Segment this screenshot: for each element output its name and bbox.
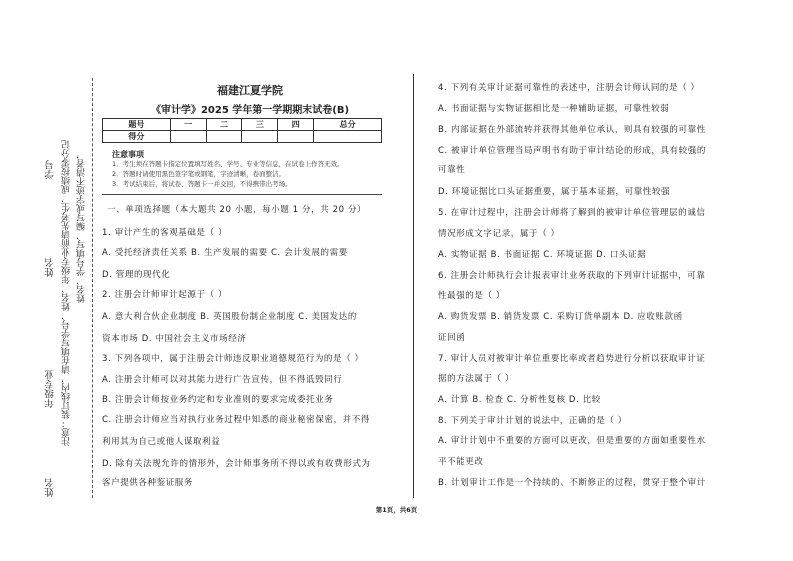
score-table-header: 二 — [206, 119, 242, 131]
note-item: 2．答题时请使用黑色签字笔或钢笔，字迹清晰，卷面整洁。 — [112, 170, 286, 178]
notes-title: 注意事项 — [112, 150, 144, 159]
margin-name-label: 姓名 — [45, 258, 56, 277]
question-line: 据的方法属于（ ） — [438, 374, 515, 384]
question-line: C. 注册会计师应当对执行业务过程中知悉的商业秘密保密，并不得 — [102, 415, 370, 425]
question-line: 客户提供各种鉴证服务 — [102, 478, 194, 488]
note-item: 3．考试结束后，将试卷、答题卡一并交回，不得携带出考场。 — [112, 180, 292, 188]
question-line: 2. 注册会计师审计起源于（ ） — [102, 290, 228, 300]
score-table-header: 总分 — [314, 119, 382, 131]
page-number: 第1页，共6页 — [375, 506, 418, 514]
score-cell — [170, 131, 206, 143]
school-name: 福建江夏学院 — [217, 84, 283, 97]
question-line: 7. 审计人员对被审计单位重要比率或者趋势进行分析以获取审计证 — [438, 354, 706, 364]
question-line: C. 被审计单位管理当局声明书有助于审计结论的形成，具有较强的 — [438, 146, 706, 156]
question-line: 平不能更改 — [438, 457, 484, 467]
score-table-header: 三 — [242, 119, 278, 131]
margin-student-id-label: 学号 — [45, 160, 56, 179]
question-line: A. 计算 B. 检查 C. 分析性复核 D. 比较 — [438, 395, 601, 405]
question-line: 可靠性 — [438, 165, 466, 175]
question-line: A. 意大利合伙企业制度 B. 英国股份制企业制度 C. 美国发达的 — [102, 312, 357, 322]
margin-instruction-1: 注意：装订线内，请在填写学号、姓名、年级专业前请先考生，成绩按零分记 — [62, 140, 72, 446]
question-line: A. 审计计划中不重要的方面可以更改，但是重要的方面如重要性水 — [438, 436, 706, 446]
score-table-header: 一 — [170, 119, 206, 131]
note-item: 1．考生须在答题卡指定位置填写姓名、学号、专业等信息，在试卷上作答无效。 — [112, 160, 344, 168]
score-cell — [242, 131, 278, 143]
score-cell — [278, 131, 314, 143]
question-line: 利用其为自己或他人谋取利益 — [102, 437, 221, 447]
score-cell — [206, 131, 242, 143]
question-line: 性最强的是（ ） — [438, 291, 506, 301]
question-line: A. 购货发票 B. 销货发票 C. 采购订货单副本 D. 应收账款函 — [438, 312, 683, 322]
question-line: A. 实物证据 B. 书面证据 C. 环境证据 D. 口头证据 — [438, 250, 647, 260]
question-line: A. 受托经济责任关系 B. 生产发展的需要 C. 会计发展的需要 — [102, 248, 348, 258]
question-line: D. 环境证据比口头证据重要，属于基本证据，可靠性较强 — [438, 187, 671, 197]
column-divider — [413, 74, 414, 498]
question-line: 证回函 — [438, 333, 466, 343]
question-line: B. 内部证据在外部流转并获得其他单位承认，则具有较强的可靠性 — [438, 125, 706, 135]
question-line: B. 注册会计师按业务约定和专业准则的要求完成委托业务 — [102, 395, 334, 405]
notes-divider — [102, 194, 382, 195]
score-table — [102, 118, 382, 143]
score-table-header: 四 — [278, 119, 314, 131]
score-table-score-row — [103, 131, 382, 143]
section-heading: 一、单项选择题（本大题共 20 小题，每小题 1 分，共 20 分） — [107, 205, 367, 215]
score-table-header-row — [103, 119, 382, 131]
question-line: 4. 下列有关审计证据可靠性的表述中，注册会计师认同的是（ ） — [438, 83, 700, 93]
question-line: 3. 下列各项中，属于注册会计师违反职业道德规范行为的是（ ） — [102, 354, 364, 364]
score-row-label: 得分 — [103, 131, 171, 143]
score-table-header: 题号 — [103, 119, 171, 131]
margin-class-label: 年级专业 — [45, 370, 56, 408]
margin-instruction-2: 姓名、学号填写、编写或字迹不清者， — [77, 150, 87, 303]
exam-title: 《审计学》2025 学年第一学期期末试卷(B) — [150, 105, 350, 116]
question-line: A. 注册会计师可以对其能力进行广告宣传，但不得诋毁同行 — [102, 375, 343, 385]
question-line: 6. 注册会计师执行会计报表审计业务获取的下列审计证据中，可靠 — [438, 271, 706, 281]
question-line: 8. 下列关于审计计划的说法中，正确的是（ ） — [438, 416, 627, 426]
score-cell — [314, 131, 382, 143]
margin-name-bottom-label: 姓名 — [45, 478, 56, 497]
question-line: 情况形成文字记录，属于（ ） — [438, 229, 560, 239]
binding-line — [92, 78, 93, 498]
question-line: D. 除有关法规允许的情形外，会计师事务所不得以或有收费形式为 — [102, 459, 371, 469]
question-line: D. 管理的现代化 — [102, 270, 171, 280]
question-line: 资本市场 D. 中国社会主义市场经济 — [102, 334, 247, 344]
question-line: B. 计划审计工作是一个持续的、不断修正的过程，贯穿于整个审计 — [438, 478, 706, 488]
question-line: A. 书面证据与实物证据相比是一种辅助证据，可靠性较弱 — [438, 104, 670, 114]
question-line: 1. 审计产生的客观基础是（ ） — [102, 228, 228, 238]
question-line: 5. 在审计过程中，注册会计师将了解到的被审计单位管理层的诚信 — [438, 208, 706, 218]
